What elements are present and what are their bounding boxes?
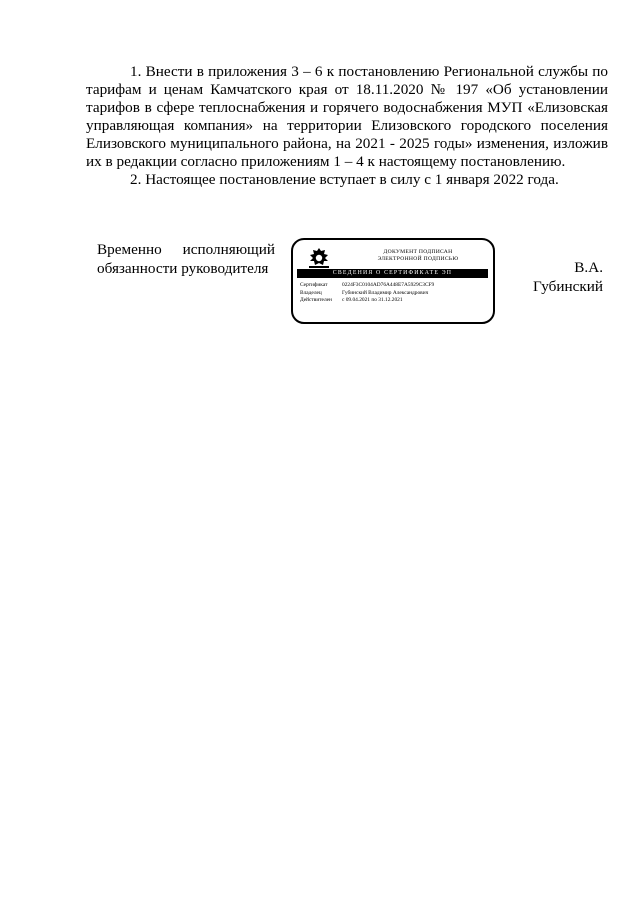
stamp-header-line-2: ЭЛЕКТРОННОЙ ПОДПИСЬЮ	[377, 256, 459, 262]
stamp-certificate-details	[300, 282, 490, 305]
signer-name	[528, 258, 603, 296]
stamp-row-value: с 09.04.2021 по 31.12.2021	[342, 297, 403, 304]
stamp-row-value: 0224F3C0104AD76A448E7A5929C3CF9	[342, 282, 435, 288]
stamp-row-validity	[300, 297, 490, 305]
stamp-row-value: Губинский Владимир Александрович	[342, 289, 429, 296]
stamp-row-label: Владелец	[300, 289, 322, 296]
document-body	[86, 63, 608, 189]
stamp-row-certificate	[300, 282, 490, 290]
stamp-header	[343, 249, 493, 263]
signer-position-line-2: обязанности руководителя	[97, 260, 269, 277]
signer-position	[97, 240, 275, 278]
signer-surname: Губинский	[533, 278, 603, 295]
paragraph-effective-date: 2. Настоящее постановление вступает в силу с 1 января 2022 года.	[130, 171, 559, 188]
stamp-header-line-1: ДОКУМЕНТ ПОДПИСАН	[383, 249, 453, 255]
signer-position-line-1: Временно исполняющий	[97, 241, 275, 258]
stamp-row-label: Действителен	[300, 297, 332, 304]
electronic-signature-stamp	[291, 238, 495, 324]
coat-of-arms-icon	[307, 247, 331, 269]
signer-initials: В.А.	[574, 259, 603, 276]
stamp-certificate-bar: СВЕДЕНИЯ О СЕРТИФИКАТЕ ЭП	[297, 269, 488, 278]
paragraph-amendments: 1. Внести в приложения 3 – 6 к постановлению Региональной службы по тарифам и ценам Камчатского края от 18.11.2020 № 197 «Об установлении тарифов в сфере теплоснабжения и горячего водоснабжения МУП «Елизовская управляющая компания» на территории Елизовского городского поселения Елизовского муниципального района, на 2021 - 2025 годы» изменения, изложив их в редакции согласно приложениям 1 – 4 к настоящему постановлению.	[86, 63, 608, 170]
stamp-row-label: Сертификат	[300, 282, 328, 288]
